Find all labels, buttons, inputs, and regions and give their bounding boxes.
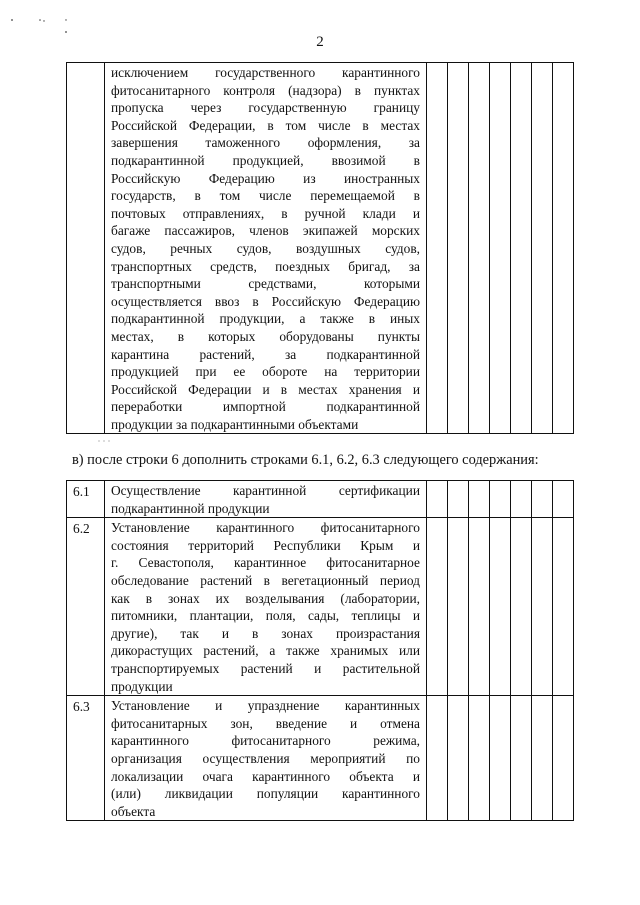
- row-number: [67, 63, 105, 434]
- row-text: [105, 63, 427, 434]
- text-line: переработки импортной подкарантинной: [111, 399, 420, 415]
- table-row: [67, 696, 574, 821]
- table-row: [67, 481, 574, 518]
- new-rows-table-body: [67, 481, 574, 821]
- text-line: карантинного фитосанитарного режима,: [111, 733, 420, 749]
- text-line: почтовых отправлениях, в ручной клади и: [111, 205, 420, 221]
- empty-cell: [532, 63, 553, 434]
- amendment-instruction: в) после строки 6 дополнить строками 6.1, 6.2, 6.3 следующего содержания:: [72, 452, 539, 468]
- text-line: пропуска через государственную границу: [111, 100, 420, 116]
- row-text: [105, 481, 427, 518]
- continuation-table-body: [67, 63, 574, 434]
- text-line: Установление карантинного фитосанитарного: [111, 520, 420, 536]
- text-line: организация осуществления мероприятий по: [111, 750, 420, 766]
- row-number: 6.2: [67, 518, 105, 696]
- text-line: Установление и упразднение карантинных: [111, 698, 420, 714]
- text-line: локализации очага карантинного объекта и: [111, 768, 420, 784]
- text-line: дикорастущих растений, а также хранимых или: [111, 643, 420, 659]
- row-text: [105, 518, 427, 696]
- empty-cell: [490, 518, 511, 696]
- text-line: (или) ликвидации популяции карантинного: [111, 786, 420, 802]
- empty-cell: [490, 481, 511, 518]
- text-line: продукции за подкарантинными объектами: [111, 416, 359, 432]
- text-line: продукцией при ее обороте на территории: [111, 364, 420, 380]
- row-number: 6.3: [67, 696, 105, 821]
- text-line: питомники, плантации, поля, сады, теплицы и: [111, 608, 420, 624]
- text-line: транспортируемых растений и растительной: [111, 660, 420, 676]
- text-line: Российской Федерации, в том числе в местах: [111, 117, 420, 133]
- text-line: исключением государственного карантинного: [111, 65, 420, 80]
- text-line: транспортными средствами, которыми: [111, 276, 420, 292]
- text-line: карантина растений, за подкарантинной: [111, 346, 420, 362]
- empty-cell: [511, 481, 532, 518]
- empty-cell: [448, 481, 469, 518]
- empty-cell: [469, 518, 490, 696]
- text-line: Российской Федерации и в местах хранения и: [111, 381, 420, 397]
- empty-cell: [469, 696, 490, 821]
- text-line: как в зонах их возделывания (лаборатории,: [111, 590, 420, 606]
- text-line: государств, в том числе перемещаемой в: [111, 188, 420, 204]
- empty-cell: [553, 481, 574, 518]
- empty-cell: [469, 481, 490, 518]
- empty-cell: [553, 518, 574, 696]
- text-line: г. Севастополя, карантинное фитосанитарное: [111, 555, 420, 571]
- text-line: Российскую Федерацию из иностранных: [111, 170, 420, 186]
- new-rows-table: [66, 480, 574, 821]
- empty-cell: [490, 696, 511, 821]
- text-line: подкарантинной продукции: [111, 500, 270, 516]
- empty-cell: [427, 696, 448, 821]
- empty-cell: [490, 63, 511, 434]
- page-number: 2: [316, 34, 324, 50]
- empty-cell: [553, 696, 574, 821]
- table-row: [67, 63, 574, 434]
- text-line: багаже пассажиров, членов экипажей морских: [111, 223, 420, 239]
- text-line: другие), так и в зонах произрастания: [111, 625, 420, 641]
- empty-cell: [469, 63, 490, 434]
- text-line: подкарантинной продукции, а также в иных: [111, 311, 420, 327]
- table-row: [67, 518, 574, 696]
- text-line: завершения таможенного оформления, за: [111, 135, 420, 151]
- text-line: Осуществление карантинной сертификации: [111, 483, 420, 498]
- scan-mark: [98, 440, 138, 442]
- text-line: фитосанитарного контроля (надзора) в пунктах: [111, 82, 420, 98]
- row-number: 6.1: [67, 481, 105, 518]
- text-line: местах, в которых оборудованы пункты: [111, 328, 420, 344]
- text-line: состояния территорий Республики Крым и: [111, 537, 420, 553]
- empty-cell: [427, 481, 448, 518]
- text-line: объекта: [111, 803, 156, 819]
- empty-cell: [448, 696, 469, 821]
- empty-cell: [532, 481, 553, 518]
- empty-cell: [511, 696, 532, 821]
- empty-cell: [532, 696, 553, 821]
- empty-cell: [532, 518, 553, 696]
- text-line: осуществляется ввоз в Российскую Федерацию: [111, 293, 420, 309]
- text-line: подкарантинной продукцией, ввозимой в: [111, 152, 420, 168]
- empty-cell: [448, 518, 469, 696]
- empty-cell: [511, 63, 532, 434]
- continuation-table: [66, 62, 574, 434]
- text-line: транспортных средств, поездных бригад, за: [111, 258, 420, 274]
- empty-cell: [553, 63, 574, 434]
- text-line: продукции: [111, 678, 173, 694]
- text-line: судов, речных судов, воздушных судов,: [111, 240, 420, 256]
- empty-cell: [448, 63, 469, 434]
- row-text: [105, 696, 427, 821]
- empty-cell: [427, 518, 448, 696]
- empty-cell: [511, 518, 532, 696]
- text-line: обследование растений в вегетационный период: [111, 572, 420, 588]
- text-line: фитосанитарных зон, введение и отмена: [111, 715, 420, 731]
- empty-cell: [427, 63, 448, 434]
